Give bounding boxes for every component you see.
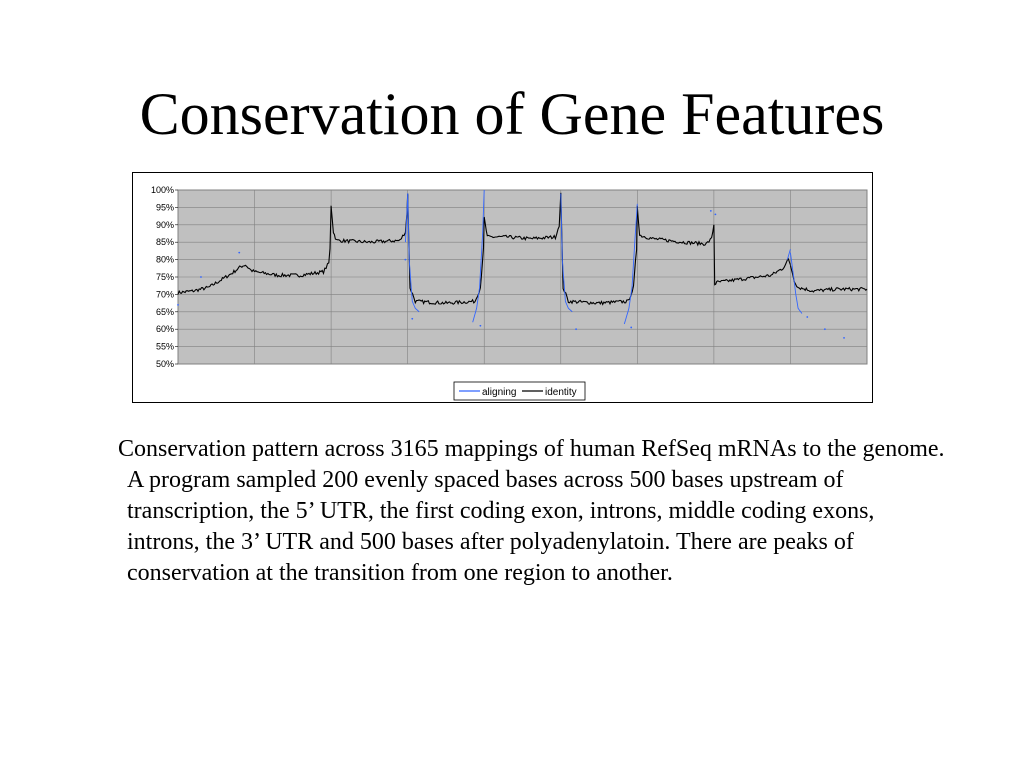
conservation-chart — [133, 173, 872, 402]
y-tick-label: 90% — [155, 219, 174, 230]
series-aligning-point-3 — [404, 259, 406, 261]
legend-label-identity: identity — [545, 387, 577, 398]
series-aligning-point-7 — [630, 327, 632, 329]
legend-label-aligning: aligning — [482, 387, 517, 398]
y-tick-label: 95% — [155, 202, 174, 213]
series-aligning-point-1 — [200, 276, 202, 278]
series-aligning-point-4 — [411, 318, 413, 320]
y-tick-label: 85% — [155, 237, 174, 248]
y-tick-label: 70% — [155, 289, 174, 300]
y-tick-label: 65% — [155, 306, 174, 317]
y-tick-label: 75% — [155, 272, 174, 282]
slide-title: Conservation of Gene Features — [139, 81, 885, 147]
y-tick-label: 50% — [155, 359, 174, 369]
series-aligning-point-6 — [575, 328, 577, 330]
y-axis-labels — [151, 185, 178, 369]
y-tick-label: 60% — [155, 324, 174, 335]
series-aligning-point-8 — [710, 210, 712, 212]
y-tick-label: 100% — [150, 185, 174, 195]
y-tick-label: 80% — [155, 254, 174, 265]
series-aligning-point-12 — [843, 337, 845, 339]
series-aligning-point-2 — [238, 252, 240, 254]
chart-container — [132, 172, 873, 403]
slide-caption: Conservation pattern across 3165 mappings of human RefSeq mRNAs to the genome. A program sampled 200 evenly spaced bases across 500 bases upstream of transcription, the 5’ UTR, the first coding exon, introns, middle coding exons, introns, the 3’ UTR and 500 bases after polyadenylatoin. There are peaks of conservation at the transition from one region to another. — [118, 436, 945, 586]
series-aligning-point-11 — [824, 328, 826, 330]
legend — [454, 382, 585, 400]
series-aligning-point-10 — [806, 316, 808, 318]
series-aligning-point-0 — [177, 304, 179, 306]
series-aligning-point-5 — [479, 325, 481, 327]
series-aligning-point-9 — [715, 213, 717, 215]
y-tick-label: 55% — [155, 341, 174, 352]
